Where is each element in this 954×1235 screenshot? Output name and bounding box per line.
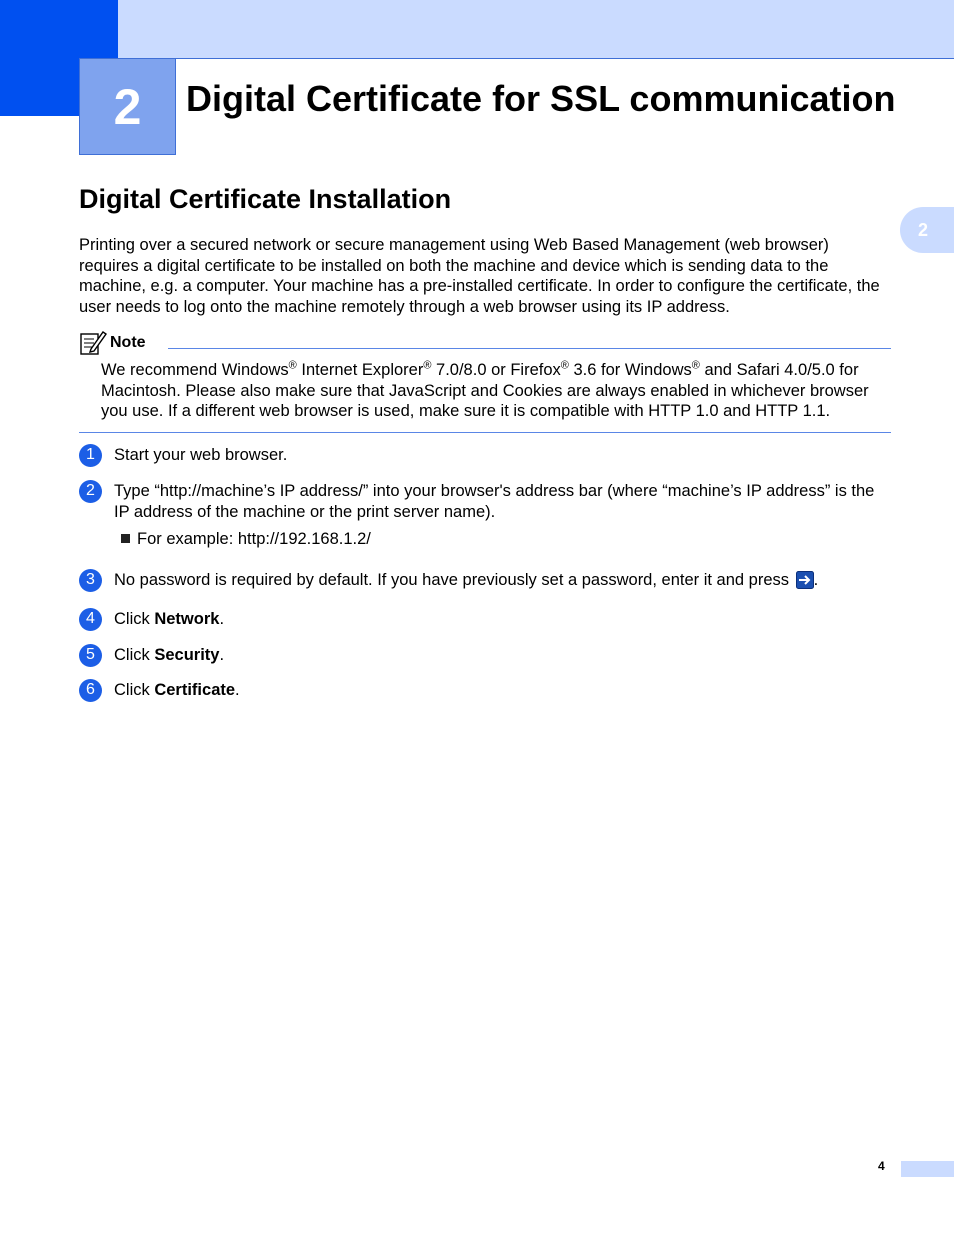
note-top-rule — [168, 348, 891, 349]
header-band — [0, 0, 954, 58]
note-bottom-rule — [79, 432, 891, 433]
menu-term-network: Network — [154, 610, 220, 628]
note-body: We recommend Windows® Internet Explorer® 7.0/8.0 or Firefox® 3.6 for Windows® and Safari 4.0/5.0 for Macintosh. Please also make sure that JavaScript and Cookies are always enabled in whichever browser you use. If a different web browser is used, make sure it is compatible with HTTP 1.0 and HTTP 1.1. — [101, 359, 869, 420]
chapter-rule — [176, 58, 954, 59]
step-text: Type “http://machine’s IP address/” into your browser's address bar (where “machine’s IP address” is the IP address of the machine or the print server name). — [114, 482, 875, 521]
note-pencil-icon — [79, 329, 107, 357]
step-text: Click Security. — [114, 646, 225, 664]
step-text: Start your web browser. — [114, 446, 288, 464]
step-number-badge: 6 — [79, 679, 102, 702]
menu-term-security: Security — [154, 646, 220, 664]
step-number-badge: 1 — [79, 444, 102, 467]
section-title: Digital Certificate Installation — [79, 184, 452, 214]
chapter-title: Digital Certificate for SSL communication — [186, 78, 896, 119]
menu-term-certificate: Certificate — [154, 681, 236, 699]
intro-paragraph: Printing over a secured network or secure management using Web Based Management (web browser) requires a digital certificate to be installed on both the machine and device which is sending data to the machine, e.g. a computer. Your machine has a pre-installed certificate. In order to configure the certificate, the user needs to log onto the machine remotely through a web browser using its IP address. — [79, 236, 880, 316]
arrow-go-icon — [796, 571, 814, 589]
page-number: 4 — [878, 1159, 885, 1173]
step-number-badge: 5 — [79, 644, 102, 667]
step-text: Click Certificate. — [114, 681, 240, 699]
step-text: No password is required by default. If you have previously set a password, enter it and press . — [114, 571, 819, 589]
step-number-badge: 3 — [79, 569, 102, 592]
example-bullet: For example: http://192.168.1.2/ — [121, 529, 371, 550]
chapter-side-tab: 2 — [900, 207, 954, 253]
step-number-badge: 2 — [79, 480, 102, 503]
footer-band — [901, 1161, 954, 1177]
note-label: Note — [110, 334, 146, 351]
step-text: Click Network. — [114, 610, 225, 628]
chapter-number: 2 — [79, 58, 176, 155]
step-number-badge: 4 — [79, 608, 102, 631]
square-bullet-icon — [121, 534, 130, 543]
